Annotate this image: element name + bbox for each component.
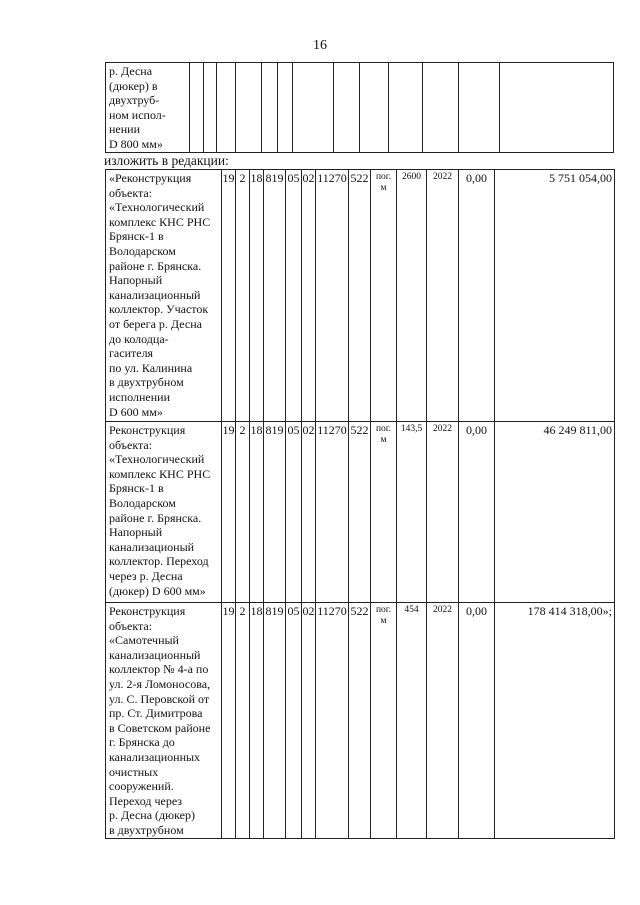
budget-table <box>105 169 615 839</box>
row-description <box>106 63 190 153</box>
year-cell: 2022 <box>427 422 459 603</box>
code-cell: 819 <box>264 422 286 603</box>
code-cell: 11270 <box>316 603 349 839</box>
empty-cell <box>235 63 261 153</box>
value-cell: 0,00 <box>459 422 495 603</box>
empty-cell <box>277 63 293 153</box>
code-cell: 19 <box>222 170 236 422</box>
quantity-cell: 2600 <box>397 170 427 422</box>
description-line: до колодца- <box>109 331 169 346</box>
description-line: канализационных <box>109 749 201 764</box>
empty-cell <box>334 63 360 153</box>
table-row <box>106 422 615 603</box>
description-line: ул. С. Перовской от <box>109 691 210 706</box>
code-cell: 19 <box>222 603 236 839</box>
description-line: коллектор № 4-а по <box>109 662 209 677</box>
description-line: пр. Ст. Димитрова <box>109 706 203 721</box>
description-line: Реконструкция <box>109 604 186 618</box>
code-cell: 05 <box>286 170 302 422</box>
page-number: 16 <box>313 38 327 53</box>
empty-cell <box>190 63 204 153</box>
description-line: исполнении <box>109 389 171 404</box>
description-line: через р. Десна <box>109 568 183 583</box>
description-line: D 800 мм» <box>109 136 163 151</box>
description-line: комплекс КНС РНС <box>109 214 211 229</box>
description-line: Переход через <box>109 793 183 808</box>
empty-cell <box>203 63 217 153</box>
code-cell: 522 <box>349 170 371 422</box>
description-line: очистных <box>109 764 159 779</box>
description-line: р. Десна <box>109 64 153 78</box>
previous-table-continuation <box>105 62 614 153</box>
description-line: комплекс КНС РНС <box>109 466 211 481</box>
value-cell: 0,00 <box>459 170 495 422</box>
description-line: Напорный <box>109 525 163 540</box>
code-cell: 522 <box>349 603 371 839</box>
description-line: канализационный <box>109 647 201 662</box>
description-line: ном испол- <box>109 107 166 122</box>
amount-cell: 178 414 318,00»; <box>495 603 615 839</box>
empty-cell <box>217 63 235 153</box>
code-cell: 05 <box>286 603 302 839</box>
description-line: «Технологический <box>109 452 205 467</box>
description-line: районе г. Брянска. <box>109 510 202 525</box>
code-cell: 18 <box>250 422 264 603</box>
table-row <box>106 170 615 422</box>
amount-cell: 46 249 811,00 <box>495 422 615 603</box>
description-line: г. Брянска до <box>109 735 175 750</box>
description-line: гасителя <box>109 346 154 361</box>
empty-cell <box>500 63 614 153</box>
code-cell: 11270 <box>316 170 349 422</box>
code-cell: 02 <box>302 422 316 603</box>
intro-text: изложить в редакции: <box>104 153 229 168</box>
description-line: «Реконструкция <box>109 171 192 185</box>
table-row <box>106 63 614 153</box>
description-line: (дюкер) D 600 мм» <box>109 583 206 598</box>
empty-cell <box>360 63 388 153</box>
code-cell: 11270 <box>316 422 349 603</box>
code-cell: 2 <box>236 170 250 422</box>
code-cell: 2 <box>236 422 250 603</box>
description-line: «Самотечный <box>109 633 179 648</box>
code-cell: 18 <box>250 603 264 839</box>
description-line: D 600 мм» <box>109 404 163 419</box>
description-line: объекта: <box>109 185 153 200</box>
row-description <box>106 170 222 422</box>
code-cell: 18 <box>250 170 264 422</box>
description-line: в двухтрубном <box>109 822 184 837</box>
description-line: канализационный <box>109 287 201 302</box>
code-cell: 522 <box>349 422 371 603</box>
description-line: ул. 2-я Ломоносова, <box>109 676 211 691</box>
value-cell: 0,00 <box>459 603 495 839</box>
empty-cell <box>293 63 334 153</box>
unit-cell: пог. м <box>371 422 397 603</box>
row-description <box>106 422 222 603</box>
row-description <box>106 603 222 839</box>
description-line: (дюкер) в <box>109 78 158 93</box>
description-line: Володарском <box>109 495 176 510</box>
empty-cell <box>422 63 458 153</box>
description-line: в двухтрубном <box>109 375 184 390</box>
description-line: по ул. Калинина <box>109 360 193 375</box>
quantity-cell: 143,5 <box>397 422 427 603</box>
description-line: Володарском <box>109 243 176 258</box>
code-cell: 19 <box>222 422 236 603</box>
description-line: районе г. Брянска. <box>109 258 202 273</box>
year-cell: 2022 <box>427 603 459 839</box>
code-cell: 05 <box>286 422 302 603</box>
description-line: коллектор. Участок <box>109 302 209 317</box>
empty-cell <box>459 63 500 153</box>
code-cell: 819 <box>264 603 286 839</box>
description-line: р. Десна (дюкер) <box>109 808 195 823</box>
empty-cell <box>388 63 422 153</box>
description-line: в Советском районе <box>109 720 211 735</box>
description-line: нении <box>109 122 141 137</box>
quantity-cell: 454 <box>397 603 427 839</box>
description-line: Брянск-1 в <box>109 229 164 244</box>
desc-lines <box>109 64 187 152</box>
code-cell: 02 <box>302 170 316 422</box>
description-line: Брянск-1 в <box>109 481 164 496</box>
table-row <box>106 603 615 839</box>
description-line: коллектор. Переход <box>109 554 209 569</box>
desc-lines <box>109 604 219 838</box>
description-line: от берега р. Десна <box>109 316 202 331</box>
code-cell: 819 <box>264 170 286 422</box>
description-line: Напорный <box>109 273 163 288</box>
description-line: объекта: <box>109 437 153 452</box>
year-cell: 2022 <box>427 170 459 422</box>
description-line: сооружений. <box>109 779 174 794</box>
description-line: «Технологический <box>109 200 205 215</box>
amount-cell: 5 751 054,00 <box>495 170 615 422</box>
description-line: объекта: <box>109 618 153 633</box>
description-line: канализационый <box>109 539 195 554</box>
desc-lines <box>109 423 219 598</box>
description-line: двухтруб- <box>109 93 160 108</box>
description-line: Реконструкция <box>109 423 186 437</box>
code-cell: 02 <box>302 603 316 839</box>
empty-cell <box>261 63 277 153</box>
unit-cell: пог. м <box>371 603 397 839</box>
code-cell: 2 <box>236 603 250 839</box>
unit-cell: пог. м <box>371 170 397 422</box>
desc-lines <box>109 171 219 419</box>
